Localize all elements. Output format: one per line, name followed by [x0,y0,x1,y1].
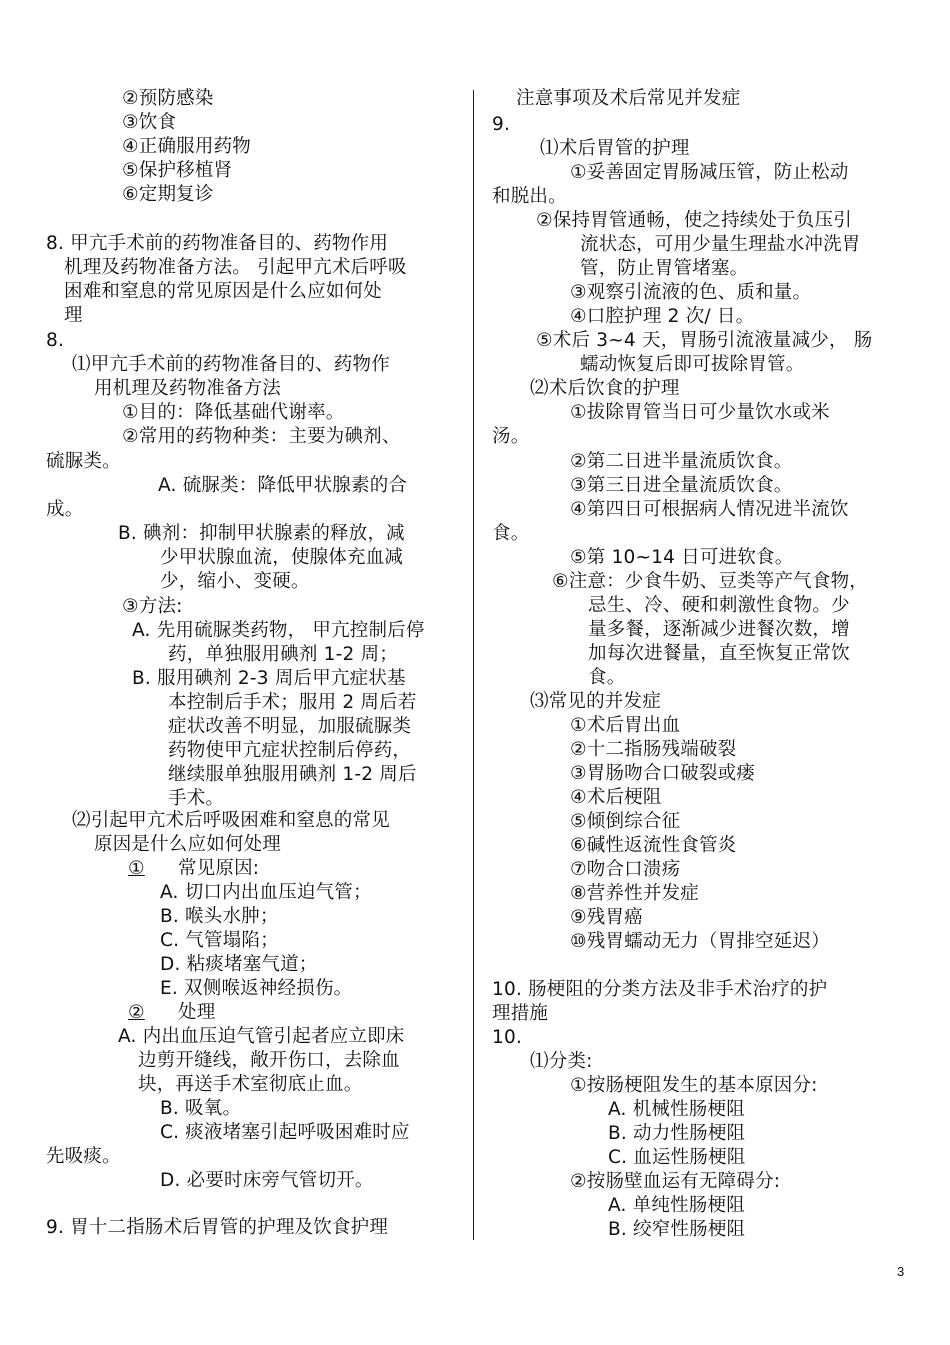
right_column-text-line: ⑦吻合口溃疡 [570,859,681,880]
right_column-text-line: ⑧营养性并发症 [570,883,699,904]
right_column-text-line: B. 动力性肠梗阻 [608,1123,746,1144]
left_column-text-line: ② [128,1002,145,1023]
right_column-text-line: ③第三日进全量流质饮食。 [570,475,793,496]
left_column-text-line: 少甲状腺血流，使腺体充血减 [160,547,404,568]
right_column-text-line: ⑥碱性返流性食管炎 [570,835,737,856]
right_column-text-line: ①按肠梗阻发生的基本原因分: [570,1075,818,1096]
left_column-text-line: 9. 胃十二指肠术后胃管的护理及饮食护理 [46,1217,389,1238]
right_column-text-line: 蠕动恢复后即可拔除胃管。 [580,354,805,375]
right_column-text-line: B. 绞窄性肠梗阻 [608,1219,746,1240]
right_column-text-line: ⑩残胃蠕动无力（胃排空延迟） [570,931,830,952]
left_column-text-line: A. 切口内出血压迫气管； [160,882,372,903]
left_column-text-line: B. 碘剂：抑制甲状腺素的释放，减 [118,523,405,544]
left_column-text-line: ③方法: [122,596,183,617]
right_column-text-line: ④口腔护理 2 次/ 日。 [570,306,755,327]
left_column-text-line: 处理 [178,1002,216,1023]
left_column-text-line: ⑤保护移植肾 [122,160,233,181]
left_column-text-line: 先吸痰。 [46,1146,121,1167]
right_column-text-line: ①拔除胃管当日可少量饮水或米 [570,402,830,423]
left_column-text-line: D. 粘痰堵塞气道； [160,954,318,975]
right_column-text-line: 和脱出。 [492,186,567,207]
right_column-text-line: 9. [492,114,511,135]
right_column-text-line: ⑤术后 3~4 天，胃肠引流液量减少， 肠 [536,330,873,351]
left_column-text-line: ②预防感染 [122,88,214,109]
left_column-text-line: ① [128,858,145,879]
left_column-text-line: C. 痰液堵塞引起呼吸困难时应 [160,1122,410,1143]
left_column-text-line: 硫脲类。 [46,451,121,472]
right_column-text-line: 忌生、冷、硬和刺激性食物。少 [588,595,850,616]
right_column-text-line: ⑴术后胃管的护理 [540,138,690,159]
left_column-text-line: ⑴甲亢手术前的药物准备目的、药物作 [72,354,390,375]
left_column-text-line: 继续服单独服用碘剂 1-2 周后 [168,764,417,785]
left_column-text-line: ⑥定期复诊 [122,184,214,205]
right_column-text-line: 量多餐，逐渐减少进餐次数，增 [588,619,850,640]
left_column-text-line: ②常用的药物种类：主要为碘剂、 [122,426,401,447]
left_column-text-line: B. 喉头水肿； [160,906,279,927]
right_column-text-line: ⑶常见的并发症 [530,691,661,712]
left_column-text-line: 8. 甲亢手术前的药物准备目的、药物作用 [46,233,389,254]
left_column-text-line: A. 先用硫脲类药物， 甲亢控制后停 [132,620,425,641]
right_column-text-line: 食。 [492,523,530,544]
left_column-text-line: 症状改善不明显，加服硫脲类 [168,716,412,737]
right_column-text-line: C. 血运性肠梗阻 [608,1147,746,1168]
right_column-text-line: 理措施 [492,1003,549,1024]
left_column-text-line: 成。 [46,499,84,520]
right_column-text-line: A. 单纯性肠梗阻 [608,1195,745,1216]
left_column-text-line: 常见原因: [178,858,260,879]
left_column-text-line: 8. [46,330,65,351]
left_column-text-line: 理 [64,305,83,326]
right_column-text-line: ②第二日进半量流质饮食。 [570,451,793,472]
left_column-text-line: ①目的：降低基础代谢率。 [122,402,345,423]
left_column-text-line: ⑵引起甲亢术后呼吸困难和窒息的常见 [72,810,390,831]
right_column-text-line: ④术后梗阻 [570,787,662,808]
right_column-text-line: ①妥善固定胃肠减压管，防止松动 [570,162,849,183]
left_column-text-line: 边剪开缝线，敞开伤口，去除血 [138,1050,400,1071]
left_column-text-line: C. 气管塌陷； [160,930,279,951]
right_column-text-line: 汤。 [492,426,530,447]
left_column-text-line: 困难和窒息的常见原因是什么应如何处 [64,281,382,302]
left_column-text-line: 药物使甲亢症状控制后停药， [168,740,412,761]
left_column-text-line: B. 服用碘剂 2-3 周后甲亢症状基 [132,668,406,689]
right_column-text-line: ②十二指肠残端破裂 [570,739,737,760]
right_column-text-line: 注意事项及术后常见并发症 [516,88,741,109]
left_column-text-line: 原因是什么应如何处理 [94,834,282,855]
left_column-text-line: 药，单独服用碘剂 1-2 周； [168,644,398,665]
left_column-text-line: 机理及药物准备方法。 引起甲亢术后呼吸 [64,257,407,278]
left_column-text-line: 块，再送手术室彻底止血。 [138,1074,363,1095]
left_column-text-line: 少，缩小、变硬。 [160,571,310,592]
right_column-text-line: ①术后胃出血 [570,715,681,736]
left_column-text-line: 本控制后手术；服用 2 周后若 [168,692,417,713]
right_column-text-line: ③胃肠吻合口破裂或瘘 [570,763,756,784]
right_column-text-line: ⑨残胃癌 [570,907,643,928]
right_column-text-line: A. 机械性肠梗阻 [608,1099,745,1120]
right_column-text-line: 加每次进餐量，直至恢复正常饮 [588,643,850,664]
right_column-text-line: 管，防止胃管堵塞。 [580,258,749,279]
left_column-text-line: B. 吸氧。 [160,1098,242,1119]
right_column-text-line: ④第四日可根据病人情况进半流饮 [570,499,849,520]
right_column-text-line: ⑴分类: [530,1051,593,1072]
left_column-text-line: 手术。 [168,788,225,809]
right_column-text-line: ⑤第 10~14 日可进软食。 [570,547,794,568]
left_column-text-line: ③饮食 [122,112,177,133]
right_column-text-line: ⑵术后饮食的护理 [530,378,680,399]
left_column-text-line: E. 双侧喉返神经损伤。 [160,978,353,999]
right_column-text-line: ②保持胃管通畅，使之持续处于负压引 [536,210,852,231]
right_column-text-line: ②按肠壁血运有无障碍分: [570,1171,781,1192]
column-divider [473,90,474,1240]
left_column-text-line: 用机理及药物准备方法 [94,378,282,399]
right_column-text-line: ③观察引流液的色、质和量。 [570,282,812,303]
left_column-text-line: A. 内出血压迫气管引起者应立即床 [118,1026,405,1047]
left_column-text-line: D. 必要时床旁气管切开。 [160,1170,374,1191]
page-number: 3 [897,1264,905,1279]
left_column-text-line: ④正确服用药物 [122,136,251,157]
left_column-text-line: A. 硫脲类：降低甲状腺素的合 [158,475,408,496]
right_column-text-line: 食。 [588,667,626,688]
right_column-text-line: 10. 肠梗阻的分类方法及非手术治疗的护 [492,979,828,1000]
right_column-text-line: 10. [492,1027,523,1048]
right_column-text-line: ⑥注意：少食牛奶、豆类等产气食物， [552,571,868,592]
right_column-text-line: 流状态，可用少量生理盐水冲洗胃 [580,234,861,255]
right_column-text-line: ⑤倾倒综合征 [570,811,681,832]
